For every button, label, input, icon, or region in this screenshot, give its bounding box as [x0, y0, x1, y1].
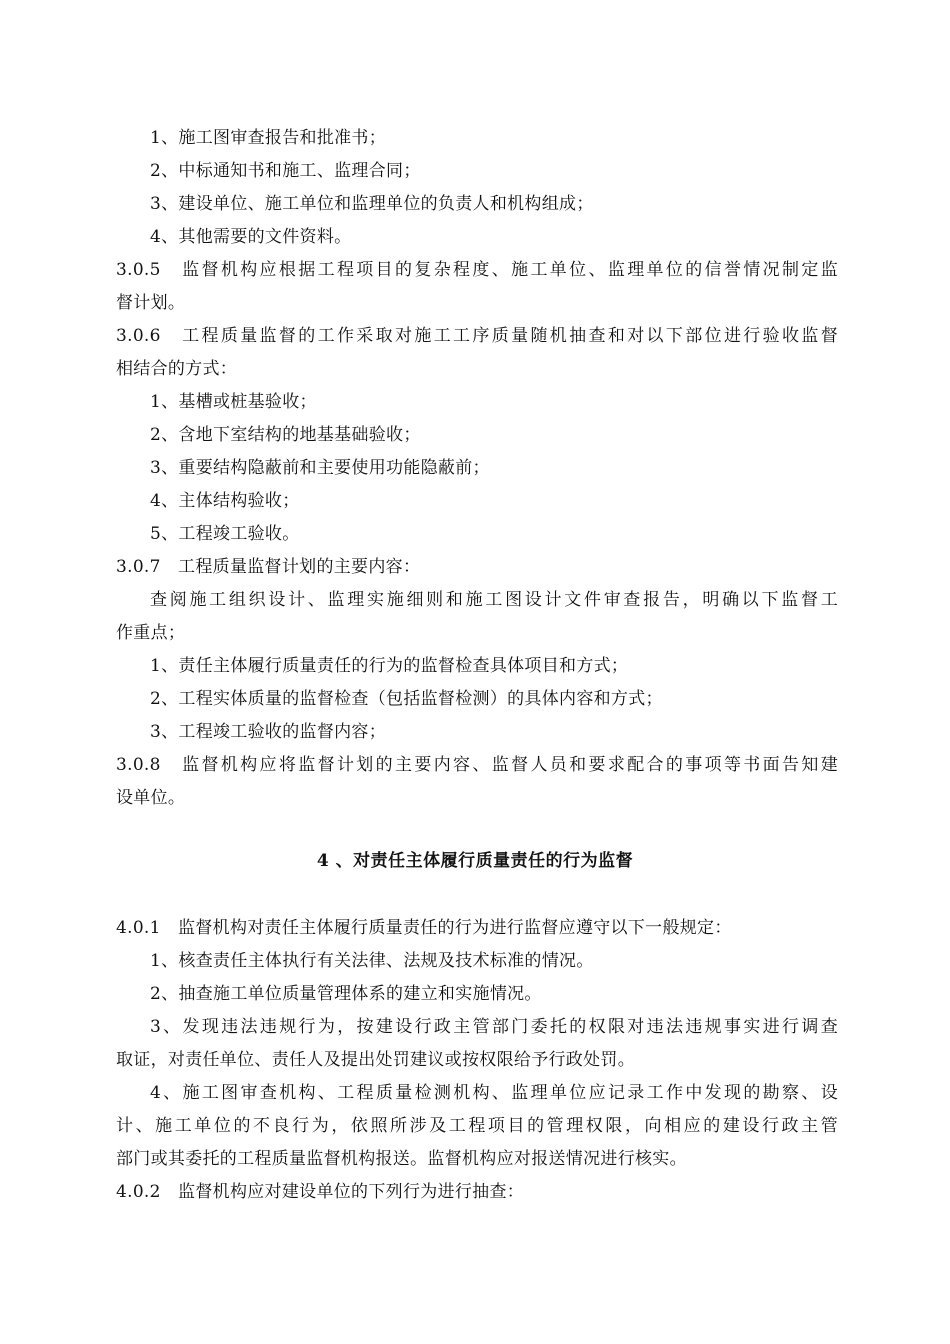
list-item: 1、施工图审查报告和批准书；	[150, 128, 387, 148]
clause-4-0-2: 4.0.2 监督机构应对建设单位的下列行为进行抽查：	[116, 1182, 525, 1202]
list-item-continued: 部门或其委托的工程质量监督机构报送。监督机构应对报送情况进行核实。	[116, 1149, 687, 1169]
list-item: 2、抽查施工单位质量管理体系的建立和实施情况。	[150, 984, 542, 1004]
list-item: 3、工程竣工验收的监督内容；	[150, 722, 387, 742]
clause-4-0-1: 4.0.1 监督机构对责任主体履行质量责任的行为进行监督应遵守以下一般规定：	[116, 918, 732, 938]
list-item: 4、主体结构验收；	[150, 491, 300, 511]
list-item: 1、核查责任主体执行有关法律、法规及技术标准的情况。	[150, 951, 594, 971]
list-item: 2、中标通知书和施工、监理合同；	[150, 161, 421, 181]
list-item-continued: 取证，对责任单位、责任人及提出处罚建议或按权限给予行政处罚。	[116, 1050, 635, 1070]
list-item: 4、施工图审查机构、工程质量检测机构、监理单位应记录工作中发现的勘察、设	[150, 1083, 838, 1103]
list-item: 1、基槽或桩基验收；	[150, 392, 317, 412]
list-item: 5、工程竣工验收。	[150, 524, 300, 544]
clause-3-0-8-continued: 设单位。	[116, 788, 186, 808]
clause-3-0-5: 3.0.5 监督机构应根据工程项目的复杂程度、施工单位、监理单位的信誉情况制定监	[116, 260, 838, 280]
list-item: 1、责任主体履行质量责任的行为的监督检查具体项目和方式；	[150, 656, 629, 676]
list-item: 3、发现违法违规行为，按建设行政主管部门委托的权限对违法违规事实进行调查	[150, 1017, 838, 1037]
list-item-continued: 计、施工单位的不良行为，依照所涉及工程项目的管理权限，向相应的建设行政主管	[116, 1116, 838, 1136]
paragraph-continued: 作重点；	[116, 623, 186, 643]
list-item: 4、其他需要的文件资料。	[150, 227, 352, 247]
clause-3-0-5-continued: 督计划。	[116, 293, 186, 313]
clause-3-0-6: 3.0.6 工程质量监督的工作采取对施工工序质量随机抽查和对以下部位进行验收监督	[116, 326, 838, 346]
list-item: 2、含地下室结构的地基基础验收；	[150, 425, 421, 445]
clause-3-0-7: 3.0.7 工程质量监督计划的主要内容：	[116, 557, 421, 577]
list-item: 2、工程实体质量的监督检查（包括监督检测）的具体内容和方式；	[150, 689, 663, 709]
clause-3-0-6-continued: 相结合的方式：	[116, 359, 238, 379]
paragraph: 查阅施工组织设计、监理实施细则和施工图设计文件审查报告，明确以下监督工	[150, 590, 838, 610]
list-item: 3、建设单位、施工单位和监理单位的负责人和机构组成；	[150, 194, 594, 214]
list-item: 3、重要结构隐蔽前和主要使用功能隐蔽前；	[150, 458, 490, 478]
clause-3-0-8: 3.0.8 监督机构应将监督计划的主要内容、监督人员和要求配合的事项等书面告知建	[116, 755, 838, 775]
section-heading: 4 、对责任主体履行质量责任的行为监督	[316, 851, 634, 871]
